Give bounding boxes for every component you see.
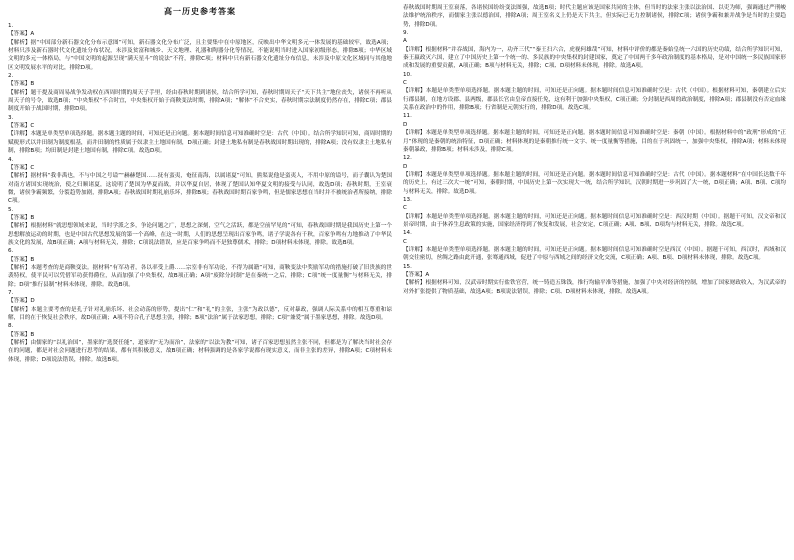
answer-label: 【答案】B [8,81,35,88]
answer-label: D [403,163,408,170]
answer-label: 【答案】B [8,331,35,338]
explanation-text: 【解析】题干提及商周易战争发动权在西周时期的周天子手里，经由春秋时期到诸侯，结合所学可知，春秋时期周天子“天下共主”地位丧失，诸侯不再听从周天子的号令，故选B项；“中央集权”不合时宜，中央集权开始于商鞅变法时期，排除A项；“解体”不合史实，春秋时期宗法制度仍然存在，排除C项；郡县制度开始于战国时期，排除D项。 [8,89,392,113]
question-number: 2. [8,73,14,80]
answer-label: 【答案】A [8,31,35,38]
answer-label: 【答案】D [8,298,35,305]
explanation-text: 【解析】由儒家的“以礼治国”，墨家的“选贤任能”，道家的“无为而治”，法家的“以法为教”可知，诸子百家思想虽然主张不同，但都是为了解决当时社会存在的问题，都是对社会问题进行思考的结果，都有其积极意义，故B项正确；材料强调的是各家学说都有现实意义，而非主张的差异，排除A项；C项材料未体现，排除；D项说法错误，排除。故选B项。 [8,340,392,363]
answer-label: C [403,80,407,87]
question-number: 10. [403,71,412,78]
question-number: 7. [8,290,14,296]
answer-label: 【答案】C [8,164,35,171]
answer-label: A [403,38,407,45]
answer-label: D [403,121,408,128]
question-number: 5. [8,206,14,213]
answer-label: 【答案】B [8,214,35,221]
question-number: 1. [8,23,14,29]
question-number: 8. [8,323,14,330]
question-number: 14. [403,230,412,237]
question-number: 12. [403,155,412,162]
explanation-text: 【解析】据材料“我非禹也，不与中国之号谥”“赫赫楚国……抚有蛮夷，奄征南海，以属诸夏”可知，熊渠说他是蛮夷人，不用中原的谥号，而子囊认为楚国对南方诸国实现统治，使之归顺诸夏，这说明了楚国为华夏而战，并以华夏自居，体现了楚国认知华夏文明的接受与认同，故选D项；春秋时期，王室衰微，诸侯争霸频繁，分裂趋势加剧，排除A项；春秋战国时期礼崩乐坏，排除B项；春秋战国时期百家争鸣，但是儒家思想在当时并不被统治者所接纳，排除C项。 [8,173,392,205]
question-number: 6. [8,248,14,255]
answer-label: C [403,205,407,212]
question-number: 11. [403,113,412,120]
answer-label: 【答案】B [8,256,35,263]
explanation-text: 【解析】本题主要考查的是孔子针对礼崩乐坏、社会动荡的形势，提出“仁”和“礼”的主张，主张“为政以德”，反对暴政，强调人际关系中的相互尊重和谅解，目的在于恢复社会秩序，故D项正确；A项不符合孔子思想主张，排除；B项“法治”属于法家思想，排除；C项“兼爱”属于墨家思想，排除。故选D项。 [8,306,392,322]
question-number: 4. [8,156,14,163]
answer-label: 【答案】C [8,123,35,130]
explanation-text: 【详解】根据材料“并吞战国，海内为一，功齐三代”“秦王扫六合，虎视何雄哉”可知，材料中评价的都是秦始皇统一六国的历史功绩，结合所学知识可知，秦王嬴政灭六国，建立了中国历史上第一个统一的、多民族的中央集权的封建国家，奠定了中国两千多年政治制度的基本格局，是对中国统一多民族国家形成和发展的重要贡献，A项正确；B项与材料无关，排除；C项、D项材料未体现，排除。故选A项。 [403,46,786,70]
explanation-text: 【解析】据“中国部分新石器文化分布示意图”可知，新石器文化分布广泛，且主要集中在中原地区，反映出中华文明多元一体发展的基础较牢，故选A项；材料只涉及新石器时代文化遗址分布状况，未涉及贫富和城乡、天文地理、礼器和陶器分化等情况，不能说明当时进入国家初级形态，排除B项；中华区域文明的多元一体格局，与“中国文明的起源呈现“满天星斗”的说法”不符，排除C项；材料中只有新石器文化遗址分布信息，未涉及中原文化区域同与其他地区文明发展水平的对比，排除D项。 [8,39,392,71]
explanation-text: 【解析】本题考查的是商鞅变法。据材料“有军功者，各以率受上爵……宗室非有军功论，不得为属籍”可知，商鞅变法中奖励军功的措施打破了旧贵族的世袭特权，使平民可以凭借军功获得爵位，从而加强了中央集权，故B项正确；A项“废除分封制”是在秦统一之后，排除；C项“统一度量衡”与材料无关，排除；D项“推行县制”材料未体现，排除。故选B项。 [8,264,392,288]
explanation-text: 【详解】本题是单类型单项选择题。据本题主题的时间，可知还是正向题。据本题时间信息可知准确时空是：古代（中国）。据本题材料“在中国长达数千年的历史上，有过三次大一统”可知，秦朝时期，中国历史上第一次实现大一统，结合所学知识，汉朝时期进一步巩固了大一统，D项正确；A项、B项、C项均与材料无关，排除。故选D项。 [403,171,786,195]
question-number: 3. [8,114,14,121]
answer-label: C [403,238,407,245]
answer-label: 【答案】A [403,272,430,278]
question-number: 15. [403,263,412,270]
explanation-text: 【详解】本题是单类型单项选择题。据本题主题的时间，可知还是正向题。据本题时间信息可知准确时空是西汉（中国）。据题干可知，西汉时，西域和汉朝交往密切，丝绸之路由此开通，张骞通西域，促进了中原与西域之间的经济文化交流，C项正确；A项、B项、D项材料未体现，排除。故选C项。 [403,246,786,262]
explanation-text: 【详解】本题是单类型单项选择题。据本题主题的时间，可知还是正向题。据本题时间信息可知准确时空是：古代（中国）。根据材料可知，秦朝建立后实行郡县制，在地方设郡、县两级，郡县长官由皇帝直接任免，这有利于加强中央集权，C项正确；分封制是西周的政治制度，排除A项；郡县制没有否定血缘关系在政治中的作用，排除B项；行省制是元朝实行的，排除D项。故选C项。 [403,88,786,112]
explanation-text: 春秋战国时期周王室衰落，各诸侯国纷纷变法图强，故选B项；时代主题应该是国家共同的主体，但当时的法家主张以法治国、以吏为师，强调通过严刑峻法维护统治秩序，而儒家主张以德治国，排除A项；周王室名义上仍是天下共主，但实际已无力控制诸侯，排除C项；诸侯争霸和兼并战争是当时的主要趋势，排除D项。 [403,5,786,28]
explanation-text: 【详解】本题是单类型单项选择题。据本题主题的时间，可知还是正向题。据本题时间信息可知准确时空是：古代（中国）。结合所学知识可知，商周时期的赋税形式以井田制为制度根基，而井田制的性质属于奴隶主土地国有制，D项正确；封建土地私有制是春秋战国时期出现的，排除A项；没有奴隶主土地私有制，排除B项；均田制是封建土地国有制，排除C项。故选D项。 [8,131,392,155]
question-number: 9. [403,30,409,37]
question-number: 13. [403,196,412,203]
left-column [8,22,392,364]
explanation-text: 【详解】本题是单类型单项选择题。据本题主题的时间，可知还是正向题。据本题时间信息可知准确时空是：秦朝（中国）。根据材料中的“政刑”形成的“正月”体现的是秦朝的统治特征，D项正确；材料体现的是秦朝推行统一文字、统一度量衡等措施，目的在于巩固统一，加强中央集权，排除A项；材料未体现秦朝暴政，排除B项；材料未涉及，排除C项。 [403,130,786,153]
explanation-text: 【详解】本题是单类型单项选择题。据本题主题的时间，可知还是正向题。据本题时间信息可知准确时空是：西汉时期（中国）。据题干可知，汉文帝和汉景帝时期，由于休养生息政策的实施，国家经济得到了恢复和发展，社会安定，C项正确；A项、B项、D项均与材料无关，排除。故选C项。 [403,213,786,228]
explanation-text: 【解析】根据材料“就思想领域来说，当时学派之多，争论问题之广，思想之深刻，空气之活跃，都是空前罕见的”可知，春秋战国时期是我国历史上第一个思想解放运动的时期，也是中国古代思想发展的第一个高峰，在这一时期，人们的思想呈现出百家争鸣，诸子学说各有千秋，百家争鸣有力地推动了中华民族文化的发展，故B项正确；A项与材料无关，排除；C项说法错误，应是百家争鸣而不是独尊儒术，排除；D项材料未体现，排除。故选B项。 [8,223,392,246]
page-title: 高一历史参考答案 [164,7,236,16]
explanation-text: 【解析】根据材料可知，汉武帝时期实行盐铁官营，统一铸造五铢钱，推行均输平准等措施，加强了中央对经济的控制，增加了国家财政收入，为汉武帝的对外扩张提供了物质基础，故选A项；B项说法错误，排除；C项、D项材料未体现，排除。故选A项。 [403,280,786,295]
right-column [403,4,786,296]
